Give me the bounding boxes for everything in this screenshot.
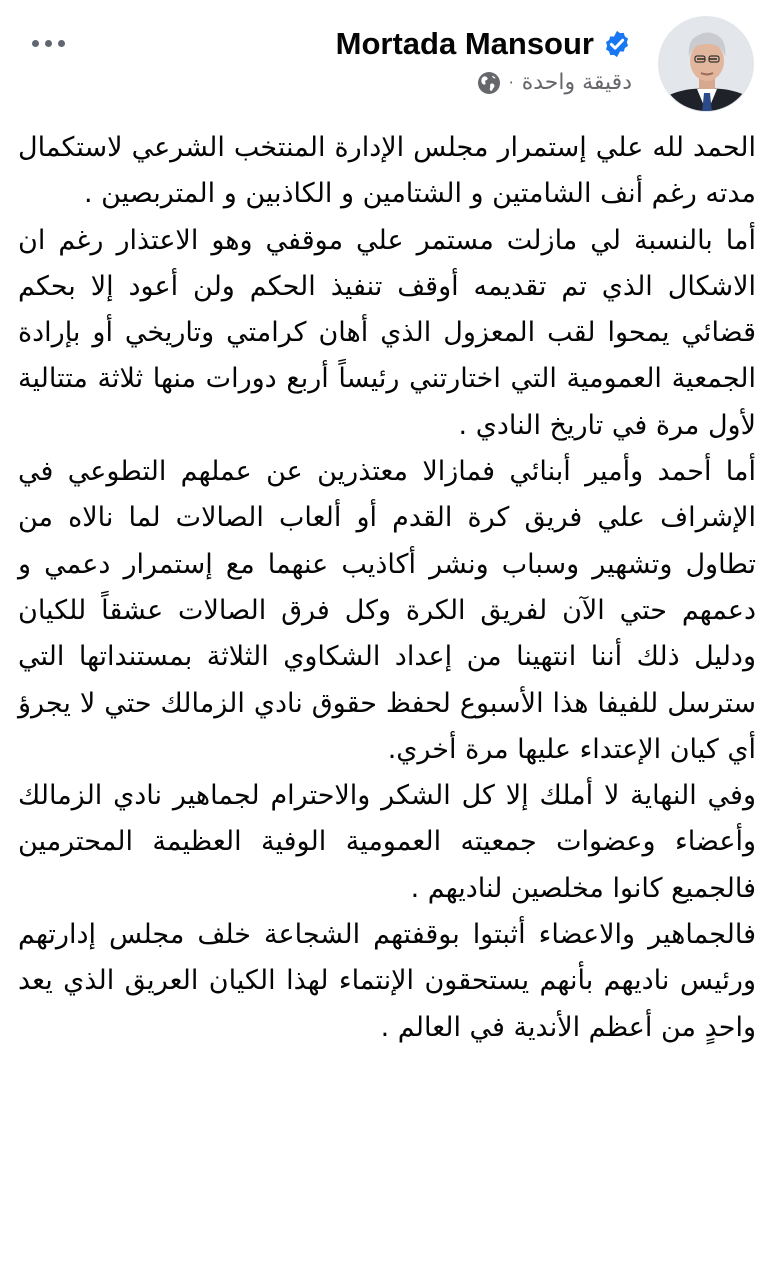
post-text	[18, 125, 756, 1051]
post-meta	[477, 70, 632, 95]
author-line	[336, 26, 632, 62]
post-paragraph-4: وفي النهاية لا أملك إلا كل الشكر والاحترام لجماهير نادي الزمالك وأعضاء وعضوات جمعيته العمومية الوفية العظيمة المحترمين فالجميع كانوا مخلصين لناديهم .	[18, 780, 756, 904]
post-paragraph-3: أما أحمد وأمير أبنائي فمازالا معتذرين عن عملهم التطوعي في الإشراف علي فريق كرة القدم أو ألعاب الصالات لما نالاه من تطاول وتشهير وسباب ونشر أكاذيب عنهما مع إستمرار دعمي و دعمهم حتي الآن لفريق الكرة وكل فرق الصالات عشقاً للكيان ودليل ذلك أننا انتهينا من إعداد الشكاوي الثلاثة بمستنداتها التي سترسل للفيفا هذا الأسبوع لحفظ حقوق نادي الزمالك حتي لا يجرؤ أي كيان الإعتداء عليها مرة أخري.	[18, 456, 756, 765]
post-paragraph-2: أما بالنسبة لي مازلت مستمر علي موقفي وهو الاعتذار رغم ان الاشكال الذي تم تقديمه أوقف تنفيذ الحكم ولن أعود إلا بحكم قضائي يمحوا لقب المعزول الذي أهان كرامتي وتاريخي أو بإرادة الجمعية العمومية التي اختارتني رئيساً أربع دورات منها ثلاثة متتالية لأول مرة في تاريخ النادي .	[18, 224, 756, 441]
more-options-icon-dot	[45, 40, 52, 47]
author-name[interactable]: Mortada Mansour	[335, 26, 594, 61]
more-options-icon-dot	[58, 40, 65, 47]
post-timestamp[interactable]: دقيقة واحدة	[521, 70, 632, 95]
avatar[interactable]	[658, 16, 754, 112]
post-paragraph-5: فالجماهير والاعضاء أثبتوا بوقفتهم الشجاعة خلف مجلس إدارتهم ورئيس ناديهم بأنهم يستحقون الإنتماء لهذا الكيان العريق الذي يعد واحدٍ من أعظم الأندية في العالم .	[18, 919, 756, 1043]
globe-icon[interactable]	[477, 71, 501, 95]
meta-separator: ·	[508, 73, 514, 92]
more-options-button[interactable]	[26, 28, 70, 58]
more-options-icon	[32, 40, 39, 47]
verified-badge-icon	[602, 29, 632, 59]
post-paragraph-1: الحمد لله علي إستمرار مجلس الإدارة المنتخب الشرعي لاستكمال مدته رغم أنف الشامتين و الشتامين و الكاذبين و المتربصين .	[18, 132, 756, 210]
avatar-photo	[659, 17, 754, 112]
post-header	[0, 0, 774, 120]
